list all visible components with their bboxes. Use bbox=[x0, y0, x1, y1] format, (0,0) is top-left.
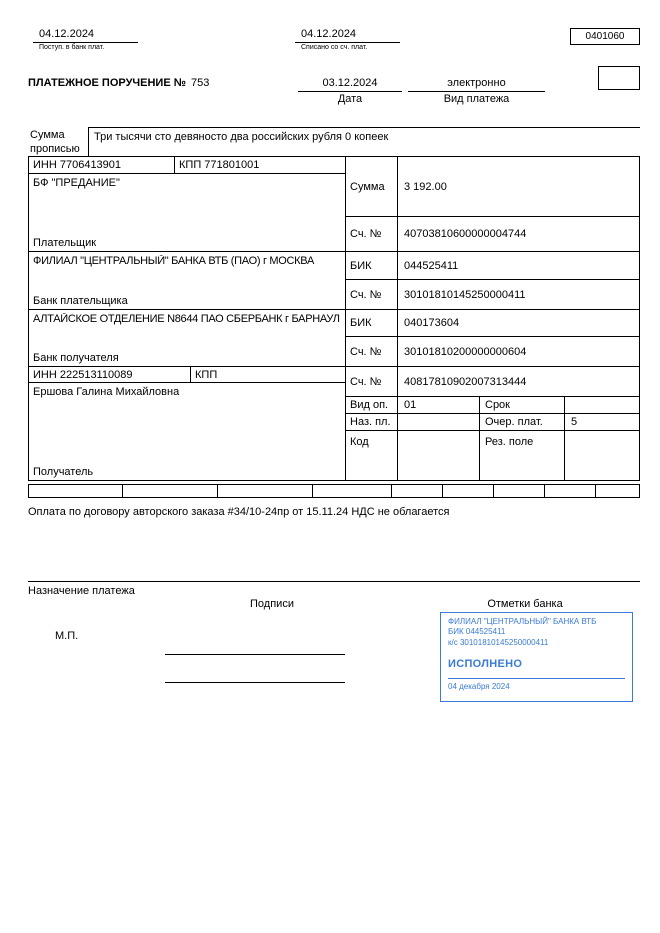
bank-stamp bbox=[440, 612, 633, 702]
payment-kind-caption: Вид платежа bbox=[443, 93, 510, 105]
amount-value: 3 192.00 bbox=[404, 180, 447, 193]
code-caption: Код bbox=[346, 431, 398, 480]
debited-block bbox=[295, 28, 400, 51]
payee-name: Ершова Галина Михайловна bbox=[33, 386, 180, 398]
stamp-bik: БИК 044525411 bbox=[448, 627, 506, 637]
budget-field-cell bbox=[392, 485, 443, 497]
payer-bank-account-row bbox=[346, 280, 639, 310]
stamp-date: 04 декабря 2024 bbox=[448, 678, 625, 692]
amount-words-caption: Сумма прописью bbox=[30, 129, 80, 155]
document-number: 753 bbox=[190, 77, 210, 89]
payer-bank-caption: Банк плательщика bbox=[33, 295, 128, 307]
payment-kind: электронно bbox=[408, 77, 545, 92]
purpose-code-row bbox=[346, 414, 639, 431]
payee-bank-bik-caption: БИК bbox=[346, 310, 398, 336]
budget-field-cell bbox=[443, 485, 494, 497]
form-code-box: 0401060 bbox=[570, 28, 640, 45]
reserve-field-value bbox=[565, 431, 639, 480]
payee-bank-account-caption: Сч. № bbox=[346, 337, 398, 366]
purpose-code-caption: Наз. пл. bbox=[346, 414, 398, 430]
payee-bank-bik-row bbox=[346, 310, 639, 337]
payer-account-row bbox=[346, 217, 639, 252]
table-left-column bbox=[29, 157, 346, 480]
payee-bank-account-value: 30101810200000000604 bbox=[404, 345, 527, 358]
bank-marks-caption: Отметки банка bbox=[487, 598, 563, 610]
op-kind-value: 01 bbox=[398, 397, 480, 413]
document-date-caption: Дата bbox=[337, 93, 363, 105]
payer-bank-account-caption: Сч. № bbox=[346, 280, 398, 309]
payer-caption: Плательщик bbox=[33, 237, 97, 249]
payer-bank-bik-value: 044525411 bbox=[404, 259, 459, 272]
budget-field-cell bbox=[545, 485, 596, 497]
signatures-caption: Подписи bbox=[250, 598, 294, 610]
debited-caption: Списано со сч. плат. bbox=[301, 44, 368, 51]
reserve-field-caption: Рез. поле bbox=[480, 431, 565, 480]
stamp-corr-account: к/с 30101810145250000411 bbox=[448, 637, 549, 647]
budget-field-cell bbox=[123, 485, 218, 497]
payer-inn: ИНН 7706413901 bbox=[29, 157, 175, 173]
payer-inn-row bbox=[29, 157, 345, 174]
payer-bank-account-value: 30101810145250000411 bbox=[404, 288, 526, 301]
payer-bank-name: ФИЛИАЛ "ЦЕНТРАЛЬНЫЙ" БАНКА ВТБ (ПАО) г МОСКВА bbox=[33, 255, 314, 267]
payment-purpose-caption: Назначение платежа bbox=[28, 585, 135, 597]
payee-bank-account-row bbox=[346, 337, 639, 367]
payee-caption: Получатель bbox=[33, 466, 94, 478]
bank-received-block bbox=[33, 28, 138, 51]
budget-field-cell bbox=[596, 485, 639, 497]
debited-date: 04.12.2024 bbox=[295, 28, 400, 43]
term-value bbox=[565, 397, 639, 413]
payee-account-caption: Сч. № bbox=[346, 367, 398, 396]
payment-kind-block bbox=[408, 77, 545, 105]
payer-bank-bik-row bbox=[346, 252, 639, 280]
payer-row bbox=[29, 174, 345, 252]
table-right-column bbox=[346, 157, 639, 480]
payer-bank-bik-caption: БИК bbox=[346, 252, 398, 279]
amount-caption: Сумма bbox=[346, 157, 398, 216]
payee-account-row bbox=[346, 367, 639, 397]
amount-words-text: Три тысячи сто девяносто два российских рубля 0 копеек bbox=[88, 127, 640, 156]
payer-name: БФ "ПРЕДАНИЕ" bbox=[33, 177, 120, 189]
amount-words-row bbox=[28, 127, 640, 157]
budget-field-cell bbox=[313, 485, 392, 497]
purpose-divider bbox=[28, 581, 640, 597]
document-title: ПЛАТЕЖНОЕ ПОРУЧЕНИЕ № bbox=[28, 77, 186, 89]
reserve-box bbox=[598, 66, 640, 90]
payer-account-caption: Сч. № bbox=[346, 217, 398, 251]
code-row bbox=[346, 431, 639, 480]
payee-kpp: КПП bbox=[195, 368, 218, 381]
payee-inn: ИНН 222513110089 bbox=[29, 367, 191, 382]
amount-row bbox=[346, 157, 639, 217]
budget-fields-strip bbox=[28, 484, 640, 498]
payee-bank-caption: Банк получателя bbox=[33, 352, 119, 364]
budget-field-cell bbox=[494, 485, 545, 497]
payer-kpp: КПП 771801001 bbox=[179, 159, 260, 171]
payee-account-value: 40817810902007313444 bbox=[404, 375, 527, 388]
main-table bbox=[28, 156, 640, 481]
op-kind-row bbox=[346, 397, 639, 414]
signature-line-1 bbox=[165, 654, 345, 655]
signature-line-2 bbox=[165, 682, 345, 683]
stamp-bank-name: ФИЛИАЛ "ЦЕНТРАЛЬНЫЙ" БАНКА ВТБ bbox=[448, 617, 597, 626]
payer-bank-row bbox=[29, 252, 345, 310]
payment-purpose-text: Оплата по договору авторского заказа #34/10-24пр от 15.11.24 НДС не облагается bbox=[28, 506, 450, 518]
payee-bank-name: АЛТАЙСКОЕ ОТДЕЛЕНИЕ N8644 ПАО СБЕРБАНК г БАРНАУЛ bbox=[33, 313, 340, 325]
document-date-block bbox=[298, 77, 402, 105]
budget-field-cell bbox=[29, 485, 123, 497]
seal-place-label: М.П. bbox=[55, 630, 79, 642]
payee-inn-row bbox=[29, 367, 345, 383]
op-kind-caption: Вид оп. bbox=[346, 397, 398, 413]
payee-bank-row bbox=[29, 310, 345, 367]
queue-value: 5 bbox=[571, 416, 578, 428]
payer-account-value: 40703810600000004744 bbox=[404, 228, 527, 240]
bank-received-caption: Поступ. в банк плат. bbox=[39, 44, 105, 51]
stamp-status: ИСПОЛНЕНО bbox=[448, 658, 523, 671]
bank-received-date: 04.12.2024 bbox=[33, 28, 138, 43]
term-caption: Срок bbox=[480, 397, 565, 413]
payee-bank-bik-value: 040173604 bbox=[404, 317, 460, 329]
payee-row bbox=[29, 383, 345, 480]
budget-field-cell bbox=[218, 485, 313, 497]
queue-caption: Очер. плат. bbox=[480, 414, 565, 430]
code-value bbox=[398, 431, 480, 480]
document-title-row bbox=[28, 77, 209, 89]
purpose-code-value bbox=[398, 414, 480, 430]
document-date: 03.12.2024 bbox=[298, 77, 402, 92]
